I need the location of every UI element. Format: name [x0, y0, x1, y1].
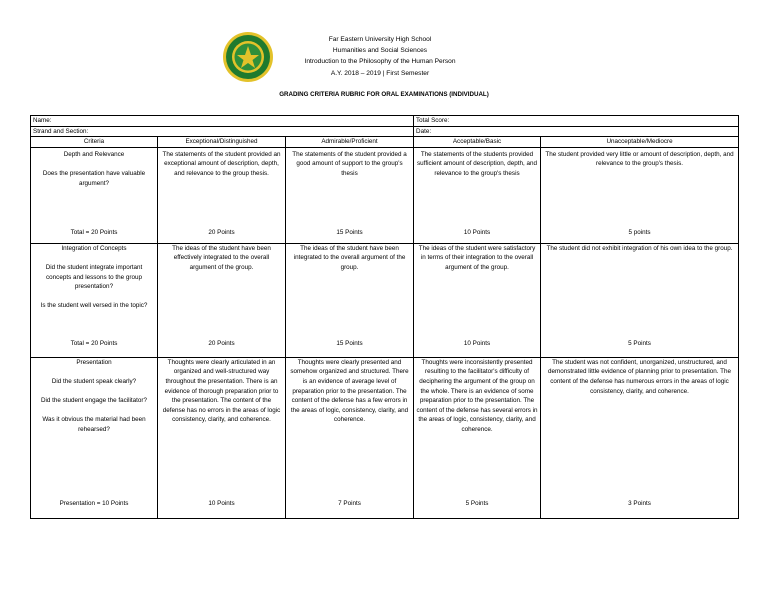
- name-field: Name:: [31, 116, 414, 127]
- level-cell: [286, 357, 414, 518]
- level-points: 15 Points: [336, 228, 363, 236]
- column-header-admirable: Admirable/Proficient: [286, 137, 414, 148]
- level-description: The statements of the student provided a good amount of support to the group's thesis: [292, 150, 407, 177]
- column-header-criteria: Criteria: [31, 137, 158, 148]
- level-cell: [414, 243, 541, 357]
- school-seal-logo: [222, 31, 274, 83]
- criterion-row-integration: [31, 243, 739, 357]
- column-header-acceptable: Acceptable/Basic: [414, 137, 541, 148]
- level-cell: [541, 243, 739, 357]
- criterion-question: Did the student speak clearly?: [51, 377, 137, 385]
- info-row-name: [31, 116, 739, 127]
- criterion-row-depth: [31, 147, 739, 243]
- criterion-row-presentation: [31, 357, 739, 518]
- info-row-strand: [31, 126, 739, 137]
- level-cell: [158, 147, 286, 243]
- level-cell: [286, 243, 414, 357]
- level-points: 10 Points: [208, 499, 235, 507]
- criterion-name: Integration of Concepts: [61, 244, 127, 252]
- criterion-cell: [31, 357, 158, 518]
- course-name: Introduction to the Philosophy of the Human Person: [304, 58, 456, 66]
- strand-section-field: Strand and Section:: [31, 126, 414, 137]
- rubric-table: [30, 115, 739, 519]
- level-cell: [541, 357, 739, 518]
- criterion-total: Total = 20 Points: [70, 228, 118, 236]
- criterion-question: Did the student integrate important concepts and lessons to the group presentation?: [45, 263, 143, 291]
- level-points: 3 Points: [628, 499, 651, 507]
- level-description: The student provided very little or amount of description, depth, and relevance to the group's thesis.: [545, 150, 734, 168]
- level-description: The statements of the students provided sufficient amount of description, depth, and relevance to the group's thesis: [417, 150, 537, 177]
- level-points: 5 Points: [628, 339, 651, 347]
- school-name: Far Eastern University High School: [328, 36, 432, 43]
- column-header-unacceptable: Unacceptable/Mediocre: [541, 137, 739, 148]
- level-description: The ideas of the student were satisfactory in terms of their integration to the overall argument of the group.: [418, 244, 536, 271]
- criterion-total: Presentation = 10 Points: [59, 499, 129, 507]
- level-points: 7 Points: [338, 499, 361, 507]
- academic-term: A.Y. 2018 – 2019 | First Semester: [330, 69, 430, 77]
- level-description: Thoughts were clearly articulated in an organized and well-structured way throughout the presentation. There is an evidence of thorough preparation prior to the presentation. The content of the defense has no errors in the areas of logic consistency, clarity, and coherence.: [162, 358, 281, 424]
- criterion-question: Did the student engage the facilitator?: [40, 397, 148, 405]
- level-cell: [158, 357, 286, 518]
- document-header: [280, 34, 480, 79]
- level-cell: [414, 147, 541, 243]
- level-cell: [158, 243, 286, 357]
- level-description: The student was not confident, unorganized, unstructured, and demonstrated little evidence of planning prior to presentation. The content of the defense has numerous errors in the areas of logic consistency, clarity, and coherence.: [548, 358, 731, 395]
- criterion-question: Does the presentation have valuable argument?: [42, 169, 146, 187]
- level-description: The student did not exhibit integration of his own idea to the group.: [546, 244, 733, 252]
- strand-name: Humanities and Social Sciences: [332, 47, 428, 55]
- column-header-exceptional: Exceptional/Distinguished: [158, 137, 286, 148]
- level-cell: [541, 147, 739, 243]
- level-points: 20 Points: [208, 228, 235, 236]
- date-field: Date:: [414, 126, 739, 137]
- level-cell: [414, 357, 541, 518]
- criterion-cell: [31, 147, 158, 243]
- level-points: 5 Points: [465, 499, 489, 507]
- column-header-row: [31, 137, 739, 148]
- level-points: 10 Points: [463, 228, 491, 236]
- level-description: Thoughts were clearly presented and somehow organized and structured. There is an evidence of average level of preparation prior to the presentation. The content of the defense has a few errors in the areas of logic, consistency, clarity, and coherence.: [290, 358, 409, 424]
- level-points: 15 Points: [336, 339, 363, 347]
- criterion-name: Presentation: [76, 358, 112, 366]
- criterion-cell: [31, 243, 158, 357]
- total-score-field: Total Score:: [414, 116, 739, 127]
- level-points: 20 Points: [208, 339, 235, 347]
- level-description: Thoughts were inconsistently presented resulting to the facilitator's difficulty of deciphering the argument of the group on the whole. There is an evidence of some preparation prior to the presentation. The content of the defense has several errors in the areas of logic, consistency, clarity, and coherence.: [416, 358, 538, 433]
- level-points: 10 Points: [463, 339, 491, 347]
- criterion-question: Was it obvious the material had been rehearsed?: [42, 416, 146, 433]
- level-description: The statements of the student provided an exceptional amount of description, depth, and relevance to the group thesis.: [162, 150, 281, 177]
- criterion-question: Is the student well versed in the topic?: [40, 302, 148, 310]
- criterion-total: Total = 20 Points: [70, 339, 118, 347]
- level-description: The ideas of the student have been integrated to the overall argument of the group.: [293, 244, 406, 271]
- criterion-name: Depth and Relevance: [63, 150, 125, 158]
- level-cell: [286, 147, 414, 243]
- level-points: 5 points: [628, 228, 651, 236]
- rubric-title: GRADING CRITERIA RUBRIC FOR ORAL EXAMINATIONS (INDIVIDUAL): [279, 91, 489, 98]
- level-description: The ideas of the student have been effectively integrated to the overall argument of the group.: [172, 244, 271, 271]
